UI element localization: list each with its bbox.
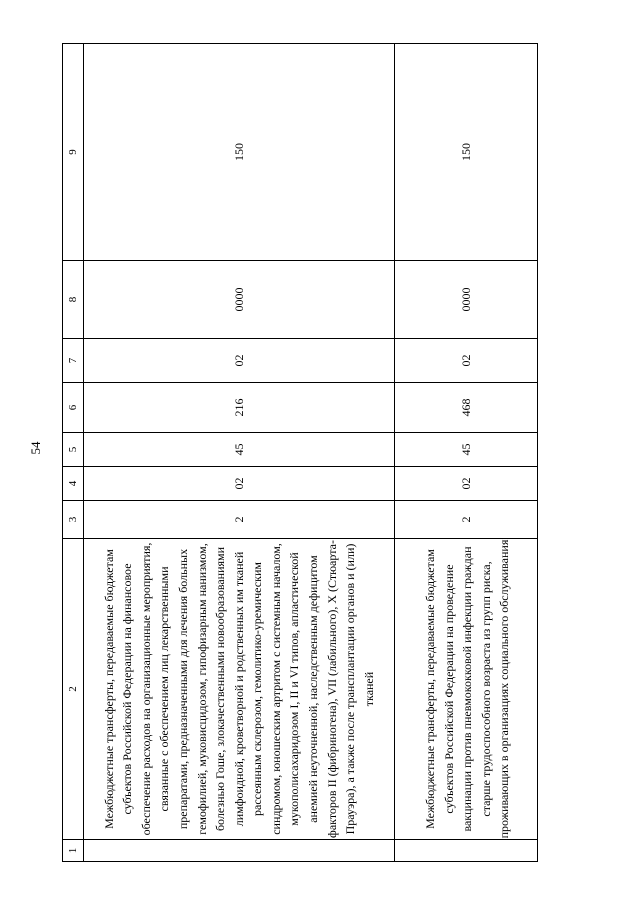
cell-col6: 216 [84, 383, 395, 433]
header-cell: 3 [63, 501, 84, 539]
row-description: Межбюджетные трансферты, передаваемые бюджетам субъектов Российской Федерации на проведение вакцинации против пневмококковой инфекции граждан старше трудоспособного возраста из групп риска, проживающих в организациях социального обслуживания [395, 539, 538, 840]
header-cell: 8 [63, 261, 84, 339]
cell-col6: 468 [395, 383, 538, 433]
budget-table [62, 43, 538, 862]
table-row [84, 44, 395, 862]
cell-col8: 0000 [84, 261, 395, 339]
empty-cell [395, 840, 538, 862]
cell-col9: 150 [84, 44, 395, 261]
page-number: 54 [28, 441, 43, 455]
cell-col4: 02 [395, 467, 538, 501]
rotated-table-container [62, 44, 533, 862]
header-cell: 6 [63, 383, 84, 433]
cell-col9: 150 [395, 44, 538, 261]
cell-col5: 45 [84, 433, 395, 467]
header-cell: 4 [63, 467, 84, 501]
header-cell: 7 [63, 339, 84, 383]
header-cell: 5 [63, 433, 84, 467]
cell-col7: 02 [84, 339, 395, 383]
header-cell: 2 [63, 539, 84, 840]
row-description: Межбюджетные трансферты, передаваемые бюджетам субъектов Российской Федерации на финансовое обеспечение расходов на организационные мероприятия, связанные с обеспечением лиц лекарственными препаратами, предназначенными для лечения больных гемофилией, муковисцидозом, гипофизарным нанизмом, болезнью Гоше, злокачественными новообразованиями лимфоидной, кроветворной и родственных им тканей рассеянным склерозом, гемолитико-уремическим синдромом, юношеским артритом с системным началом, мукополисахаридозом I, II и VI типов, апластической анемией неуточненной, наследственным дефицитом факторов II (фибриногена), VII (лабильного), X (Стюарта-Прауэра), а также после трансплантации органов и (или) тканей [84, 539, 395, 840]
empty-cell [84, 840, 395, 862]
header-cell: 1 [63, 840, 84, 862]
header-row [63, 44, 84, 862]
cell-col3: 2 [84, 501, 395, 539]
cell-col7: 02 [395, 339, 538, 383]
cell-col8: 0000 [395, 261, 538, 339]
header-cell: 9 [63, 44, 84, 261]
cell-col3: 2 [395, 501, 538, 539]
cell-col5: 45 [395, 433, 538, 467]
table-row [395, 44, 538, 862]
cell-col4: 02 [84, 467, 395, 501]
